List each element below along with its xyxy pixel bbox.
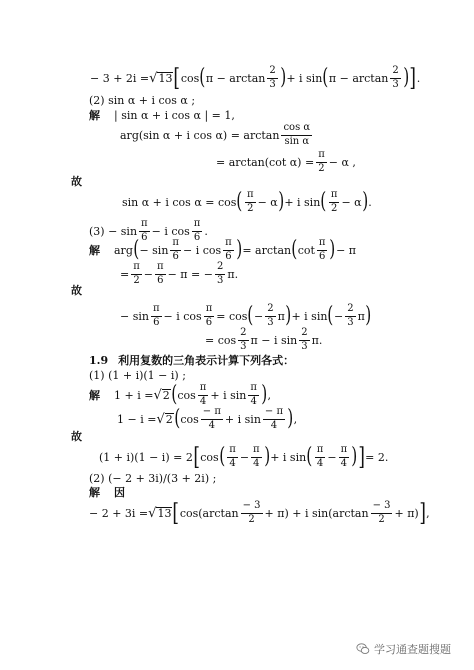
section-title: 利用复数的三角表示计算下列各式： bbox=[118, 354, 295, 367]
equation-line: = $\frac{\pi}{2}$ − $\frac{\pi}{6}$ − π = − $\frac{2}{3}$ π. bbox=[120, 261, 239, 286]
equation-line: (1 + i)(1 − i) = 2 [ cos ( π 4 − $\frac{\pi}{4}$ ) + i sin ( π 4 − $\frac{\pi}{4}$ ) ] = 2. bbox=[99, 443, 389, 471]
solution-label: 解 bbox=[89, 388, 100, 402]
problem-text: (3) − sin π 6 − i cos π 6 . bbox=[89, 218, 208, 243]
fraction: π 2 bbox=[246, 189, 254, 214]
equation-line: − 2 + 3i = √ 13 [ cos(arctan − 3 2 + π) + i sin(arctan − 3 2 + π) ] , bbox=[89, 499, 430, 527]
problem-text: (2) sin α + i cos α ; bbox=[89, 94, 196, 107]
fraction: 2 3 bbox=[301, 327, 308, 352]
math-text: + i sin bbox=[286, 71, 323, 85]
fraction: π 4 bbox=[199, 382, 207, 407]
problem-text: (1) (1 + i)(1 − i) ; bbox=[89, 369, 186, 382]
fraction: $\frac{\pi}{4}$ bbox=[253, 444, 260, 469]
solution-label: 解 bbox=[89, 109, 100, 122]
math-text: − 3 + 2i = bbox=[90, 71, 150, 85]
equation-line: = cos 2 3 π − i sin 2 3 π. bbox=[205, 327, 323, 352]
solution-label: 解 bbox=[89, 486, 100, 499]
fraction: $\frac{\pi}{2}$ bbox=[133, 261, 140, 286]
equation-line: − 3 + 2i = √ 13 [ cos ( π − arctan 2 3 ) + i sin ( π − arctan 2 3 ) ] . bbox=[90, 64, 421, 92]
equation-line: 1 − i = √ 2 ( cos − π 4 + i sin − π 4 ) , bbox=[117, 406, 298, 431]
fraction: $\frac{2}{3}$ bbox=[216, 261, 224, 286]
fraction: π 2 bbox=[330, 189, 338, 214]
problem-text: (2) (− 2 + 3i)/(3 + 2i) ; bbox=[89, 472, 217, 485]
equation-line: = arctan(cot α) = $\frac{\pi}{2}$ − α , bbox=[216, 149, 356, 174]
equation-line: arg(sin α + i cos α) = arctan cos α sin α bbox=[120, 122, 311, 147]
fraction: π 6 bbox=[172, 237, 179, 262]
watermark-text: 学习通查题搜题 bbox=[374, 643, 451, 656]
solution-line: 解 arg ( − sin π 6 − i cos π 6 ) = arctan ( cot π 6 ) − π bbox=[89, 237, 357, 262]
fraction: $\frac{\pi}{4}$ bbox=[340, 444, 348, 469]
solution-line: 解 | sin α + i cos α | = 1, bbox=[89, 109, 235, 122]
therefore-label: 故 bbox=[71, 430, 82, 443]
equation-line: − sin π 6 − i cos $\frac{\pi}{6}$ = cos ( − $\frac{2}{3}$ π ) + i sin ( − $\frac{2}{3}$ π ) bbox=[120, 303, 372, 328]
fraction: $\frac{2}{3}$ bbox=[267, 303, 274, 328]
fraction: − 3 2 bbox=[242, 500, 261, 525]
solution-label: 解 bbox=[89, 243, 100, 257]
fraction: π 6 bbox=[225, 237, 232, 262]
fraction: π 6 bbox=[152, 303, 160, 328]
sqrt: √ 2 bbox=[156, 411, 173, 427]
solution-line: 解 1 + i = √ 2 ( cos π 4 + i sin π 4 ) , bbox=[89, 382, 272, 407]
equation-line: sin α + i cos α = cos ( π 2 − α ) + i sin ( π 2 − α ) . bbox=[122, 189, 372, 214]
therefore-label: 故 bbox=[71, 284, 82, 297]
fraction: $\frac{2}{3}$ bbox=[347, 303, 354, 328]
fraction: π 6 bbox=[193, 218, 201, 243]
fraction: 2 3 bbox=[269, 65, 276, 90]
fraction: 2 3 bbox=[240, 327, 247, 352]
fraction: 2 3 bbox=[392, 65, 399, 90]
solution-line: 解 因 bbox=[89, 486, 125, 499]
fraction: π 4 bbox=[229, 444, 236, 469]
fraction: π 4 bbox=[250, 382, 257, 407]
fraction: − π 4 bbox=[202, 406, 221, 431]
sqrt: √ 13 bbox=[149, 70, 173, 86]
fraction: cos α sin α bbox=[283, 122, 311, 147]
therefore-label: 故 bbox=[71, 175, 82, 188]
wechat-icon bbox=[356, 642, 370, 656]
math-text: cos bbox=[180, 71, 200, 85]
fraction: $\frac{\pi}{6}$ bbox=[205, 303, 213, 328]
section-number: 1.9 bbox=[89, 354, 109, 367]
fraction: π 6 bbox=[318, 237, 326, 262]
section-heading bbox=[89, 355, 294, 366]
math-text: π − arctan bbox=[328, 71, 389, 85]
fraction: π 4 bbox=[316, 444, 324, 469]
math-text: π − arctan bbox=[205, 71, 266, 85]
fraction: $\frac{\pi}{2}$ bbox=[318, 149, 325, 174]
fraction: $\frac{\pi}{6}$ bbox=[157, 261, 164, 286]
fraction: − 3 2 bbox=[372, 500, 391, 525]
sqrt: √ 2 bbox=[153, 387, 170, 403]
fraction: − π 4 bbox=[264, 406, 284, 431]
sqrt: √ 13 bbox=[148, 505, 172, 521]
fraction: π 6 bbox=[141, 218, 148, 243]
watermark bbox=[356, 641, 451, 657]
